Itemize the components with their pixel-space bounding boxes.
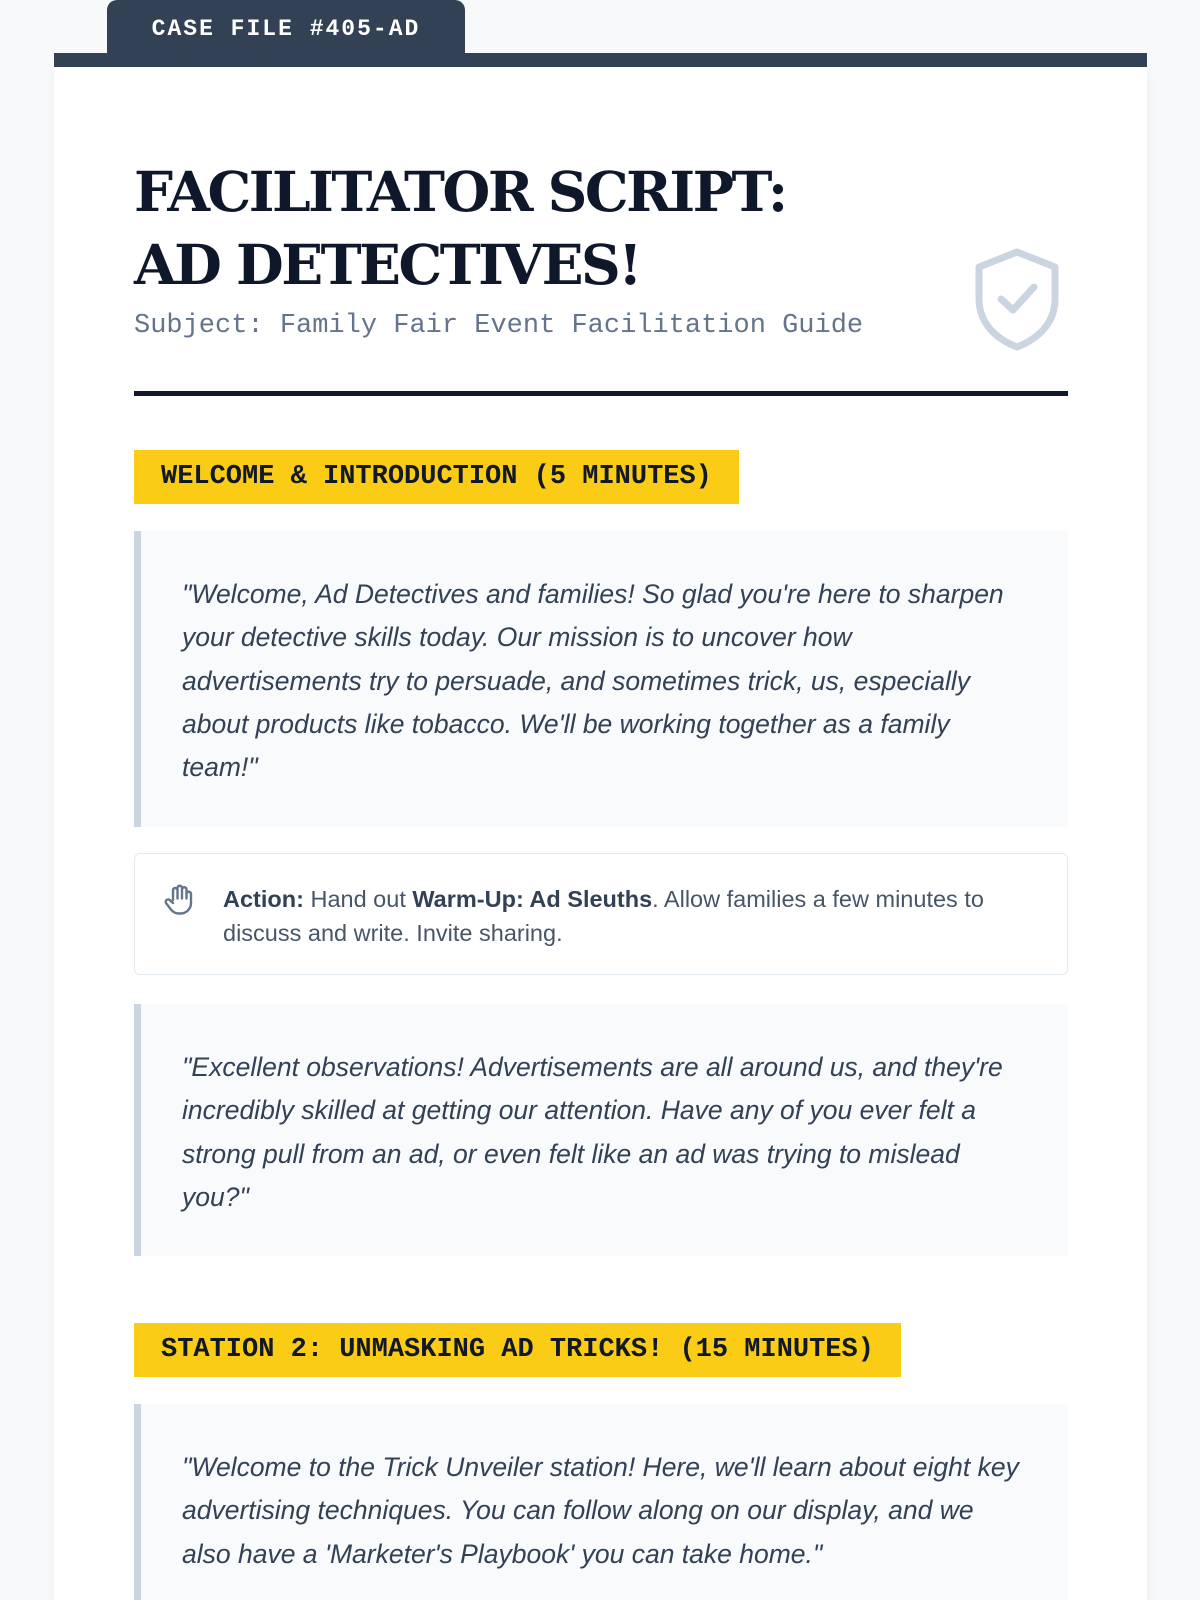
hand-icon bbox=[161, 882, 197, 918]
action-label: Action: bbox=[223, 886, 304, 912]
page-title-line-2: AD DETECTIVES! bbox=[134, 232, 640, 297]
script-quote-text: "Excellent observations! Advertisements are all around us, and they're incredibly skilled at getting our attention. Have any of you ever felt a strong pull from an ad, or even felt like an ad was trying to mislead you?" bbox=[182, 1052, 1003, 1212]
subject-line: Subject: Family Fair Event Facilitation Guide bbox=[134, 311, 864, 341]
action-text bbox=[223, 882, 1023, 950]
script-quote-welcome bbox=[134, 531, 1068, 827]
case-file-tab: CASE FILE #405-AD bbox=[107, 0, 465, 56]
script-quote-text: "Welcome to the Trick Unveiler station! Here, we'll learn about eight key advertising techniques. You can follow along on our display, and we also have a 'Marketer's Playbook' you can take home." bbox=[182, 1452, 1019, 1569]
action-handout-name: Warm-Up: Ad Sleuths bbox=[412, 886, 653, 912]
document-card bbox=[54, 67, 1147, 1600]
page-title bbox=[134, 155, 786, 301]
script-quote-text: "Welcome, Ad Detectives and families! So glad you're here to sharpen your detective skills today. Our mission is to uncover how advertisements try to persuade, and sometimes trick, us, especially about products like tobacco. We'll be working together as a family team!" bbox=[182, 579, 1004, 783]
section-heading-welcome: WELCOME & INTRODUCTION (5 MINUTES) bbox=[134, 450, 739, 504]
shield-check-icon bbox=[972, 247, 1062, 351]
script-quote-observations bbox=[134, 1004, 1068, 1256]
action-text-after: . Allow families a few minutes to discuss and write. Invite sharing. bbox=[223, 886, 984, 946]
action-note bbox=[134, 853, 1068, 975]
title-divider bbox=[134, 391, 1068, 396]
action-text-before: Hand out bbox=[303, 886, 413, 912]
script-quote-station-2 bbox=[134, 1404, 1068, 1600]
section-heading-station-2: STATION 2: UNMASKING AD TRICKS! (15 MINUTES) bbox=[134, 1323, 901, 1377]
page-title-line-1: FACILITATOR SCRIPT: bbox=[134, 159, 786, 224]
